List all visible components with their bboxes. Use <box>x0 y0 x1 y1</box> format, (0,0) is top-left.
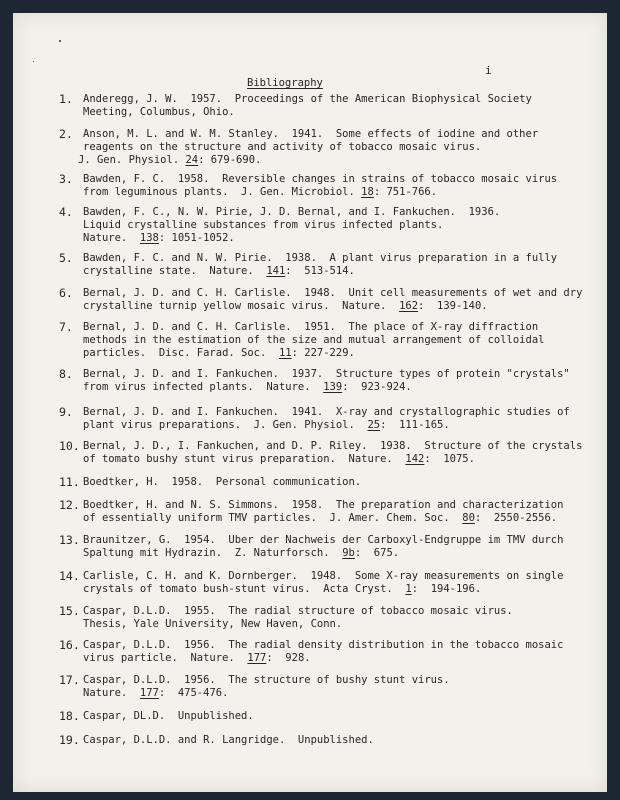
entry-line: Bawden, F. C. and N. W. Pirie. 1938. A plant virus preparation in a fully <box>83 252 558 264</box>
bibliography-entry <box>59 534 579 560</box>
citation-volume: 18 <box>361 186 374 198</box>
citation-pages: : 751-766. <box>373 186 438 198</box>
citation-volume: 138 <box>139 232 159 244</box>
entry-line: Bawden, F. C., N. W. Pirie, J. D. Bernal, and I. Fankuchen. 1936. <box>83 206 501 218</box>
entry-number: 13. <box>59 533 80 547</box>
entry-line: Bernal, J. D. and C. H. Carlisle. 1951. The place of X-ray diffraction <box>83 321 539 333</box>
entry-number: 16. <box>59 638 80 652</box>
bibliography-entry <box>59 252 579 278</box>
entry-line: Liquid crystalline substances from virus infected plants. <box>83 219 444 231</box>
citation-journal: of essentially uniform TMV particles. J. Amer. Chem. Soc. <box>83 512 463 524</box>
citation-volume: 142 <box>405 453 425 465</box>
entry-number: 15. <box>59 604 80 618</box>
citation-volume: 177 <box>247 652 267 664</box>
citation-pages: : 139-140. <box>418 300 488 312</box>
entry-line: Caspar, DL.D. Unpublished. <box>83 710 254 722</box>
entry-number: 10. <box>59 439 80 453</box>
citation-journal: virus particle. Nature. <box>83 652 248 664</box>
bibliography-entry <box>59 286 583 313</box>
citation-journal: Nature. <box>83 232 140 244</box>
entry-line: methods in the estimation of the size and mutual arrangement of colloidal <box>83 334 545 346</box>
entry-citation-line <box>59 232 579 245</box>
citation-pages: : 194-196. <box>411 583 482 595</box>
entry-number: 4. <box>59 205 73 219</box>
entry-citation-line <box>59 583 579 596</box>
citation-volume: 80 <box>462 512 475 524</box>
entry-number: 18. <box>59 709 80 723</box>
citation-pages: : 475-476. <box>158 687 229 699</box>
citation-pages: : 923-924. <box>342 381 412 393</box>
bibliography-entry <box>59 173 579 199</box>
paper-speck <box>59 40 61 42</box>
entry-citation-line <box>59 186 579 199</box>
bibliography-entry <box>59 206 579 245</box>
entry-citation-line <box>59 300 579 313</box>
citation-volume: 1 <box>405 583 412 595</box>
bibliography-entry <box>59 128 579 167</box>
citation-pages: : 227-229. <box>291 347 355 359</box>
citation-journal: particles. Disc. Farad. Soc. <box>83 347 279 359</box>
citation-pages: : 111-165. <box>380 419 450 431</box>
entry-number: 7. <box>59 320 73 334</box>
citation-journal: crystalline state. Nature. <box>83 265 267 277</box>
citation-pages: : 679-690. <box>198 154 262 166</box>
entry-line: Anson, M. L. and W. M. Stanley. 1941. Some effects of iodine and other <box>83 128 539 140</box>
bibliography-entry <box>59 499 579 525</box>
entry-line: Braunitzer, G. 1954. Uber der Nachweis der Carboxyl-Endgruppe im TMV durch <box>83 534 564 546</box>
entry-line: Caspar, D.L.D. 1956. The structure of bushy stunt virus. <box>83 674 450 686</box>
citation-pages: : 2550-2556. <box>474 512 558 524</box>
bibliography-entry <box>59 734 579 747</box>
entry-line: Bernal, J. D., I. Fankuchen, and D. P. Riley. 1938. Structure of the crystals <box>83 440 583 452</box>
entry-citation-line <box>59 652 579 665</box>
entry-number: 2. <box>59 127 73 141</box>
entry-line: Bernal, J. D. and I. Fankuchen. 1937. Structure types of protein "crystals" <box>83 368 570 380</box>
bibliography-entry <box>59 321 579 360</box>
bibliography-entry <box>59 93 579 119</box>
entry-number: 6. <box>59 286 73 300</box>
entry-number: 19. <box>59 733 80 747</box>
bibliography-entry <box>59 605 579 631</box>
entry-line: reagents on the structure and activity of tobacco mosaic virus. <box>83 141 482 153</box>
bibliography-entry <box>59 368 579 394</box>
entry-number: 9. <box>59 405 73 419</box>
bibliography-entry <box>59 476 579 489</box>
bibliography-entry <box>59 406 579 432</box>
citation-volume: 141 <box>266 265 286 277</box>
citation-pages: : 1075. <box>424 453 475 465</box>
entry-line: Bernal, J. D. and I. Fankuchen. 1941. X-ray and crystallographic studies of <box>83 406 570 418</box>
entry-number: 1. <box>59 92 73 106</box>
entry-citation-line <box>59 687 579 700</box>
entry-citation-line <box>59 453 579 466</box>
entry-citation-line <box>59 347 579 360</box>
citation-volume: 11 <box>278 347 292 359</box>
entry-number: 5. <box>59 251 73 265</box>
citation-volume: 9b <box>342 547 355 559</box>
citation-journal: of tomato bushy stunt virus preparation. Nature. <box>83 453 406 465</box>
citation-journal: crystalline turnip yellow mosaic virus. Nature. <box>83 300 400 312</box>
entry-citation-line <box>59 419 579 432</box>
entry-line: Thesis, Yale University, New Haven, Conn. <box>83 618 343 630</box>
citation-journal: J. Gen. Physiol. <box>78 154 186 166</box>
citation-volume: 24 <box>185 154 199 166</box>
citation-pages: : 675. <box>354 547 400 559</box>
page-title: Bibliography <box>247 77 323 89</box>
entry-number: 14. <box>59 569 80 583</box>
bibliography-entry <box>59 439 583 466</box>
document-page <box>13 13 607 792</box>
page-number: i <box>485 64 492 77</box>
entry-line: Boedtker, H. 1958. Personal communication. <box>83 476 362 488</box>
citation-journal: from virus infected plants. Nature. <box>83 381 324 393</box>
citation-journal: from leguminous plants. J. Gen. Microbiol. <box>83 186 362 198</box>
entry-number: 17. <box>59 673 80 687</box>
citation-volume: 25 <box>367 419 381 431</box>
entry-number: 11. <box>59 475 80 489</box>
citation-volume: 162 <box>399 300 419 312</box>
entry-citation-line <box>59 265 579 278</box>
entry-number: 12. <box>59 498 80 512</box>
citation-volume: 177 <box>139 687 159 699</box>
bibliography-entry <box>59 570 579 596</box>
citation-pages: : 513-514. <box>285 265 355 277</box>
entry-line: Anderegg, J. W. 1957. Proceedings of the American Biophysical Society <box>83 93 532 105</box>
entry-line: Caspar, D.L.D. 1955. The radial structure of tobacco mosaic virus. <box>83 605 513 617</box>
bibliography-entry <box>59 710 579 723</box>
entry-citation-line <box>59 381 579 394</box>
entry-citation-line <box>59 512 579 525</box>
entry-citation-line <box>59 547 579 560</box>
citation-journal: Nature. <box>83 687 140 699</box>
entry-line: Carlisle, C. H. and K. Dornberger. 1948. Some X-ray measurements on single <box>83 570 564 582</box>
entry-line: Caspar, D.L.D. 1956. The radial density distribution in the tobacco mosaic <box>83 639 564 651</box>
entry-line: Meeting, Columbus, Ohio. <box>83 106 235 118</box>
bibliography-entry <box>59 639 579 665</box>
paper-speck <box>33 61 34 62</box>
entry-number: 8. <box>59 367 73 381</box>
citation-pages: : 928. <box>266 652 311 664</box>
citation-journal: crystals of tomato bush-stunt virus. Acta Cryst. <box>83 583 406 595</box>
entry-line: Boedtker, H. and N. S. Simmons. 1958. The preparation and characterization <box>83 499 564 511</box>
entry-line: Bawden, F. C. 1958. Reversible changes in strains of tobacco mosaic virus <box>83 173 558 185</box>
bibliography-entry <box>59 674 579 700</box>
citation-journal: plant virus preparations. J. Gen. Physiol. <box>83 419 368 431</box>
citation-volume: 139 <box>323 381 343 393</box>
entry-line: Caspar, D.L.D. and R. Langridge. Unpublished. <box>83 734 374 746</box>
citation-pages: : 1051-1052. <box>158 232 235 244</box>
entry-citation-line <box>59 154 579 167</box>
entry-line: Bernal, J. D. and C. H. Carlisle. 1948. Unit cell measurements of wet and dry <box>83 287 583 299</box>
citation-journal: Spaltung mit Hydrazin. Z. Naturforsch. <box>83 547 343 559</box>
entry-number: 3. <box>59 172 73 186</box>
